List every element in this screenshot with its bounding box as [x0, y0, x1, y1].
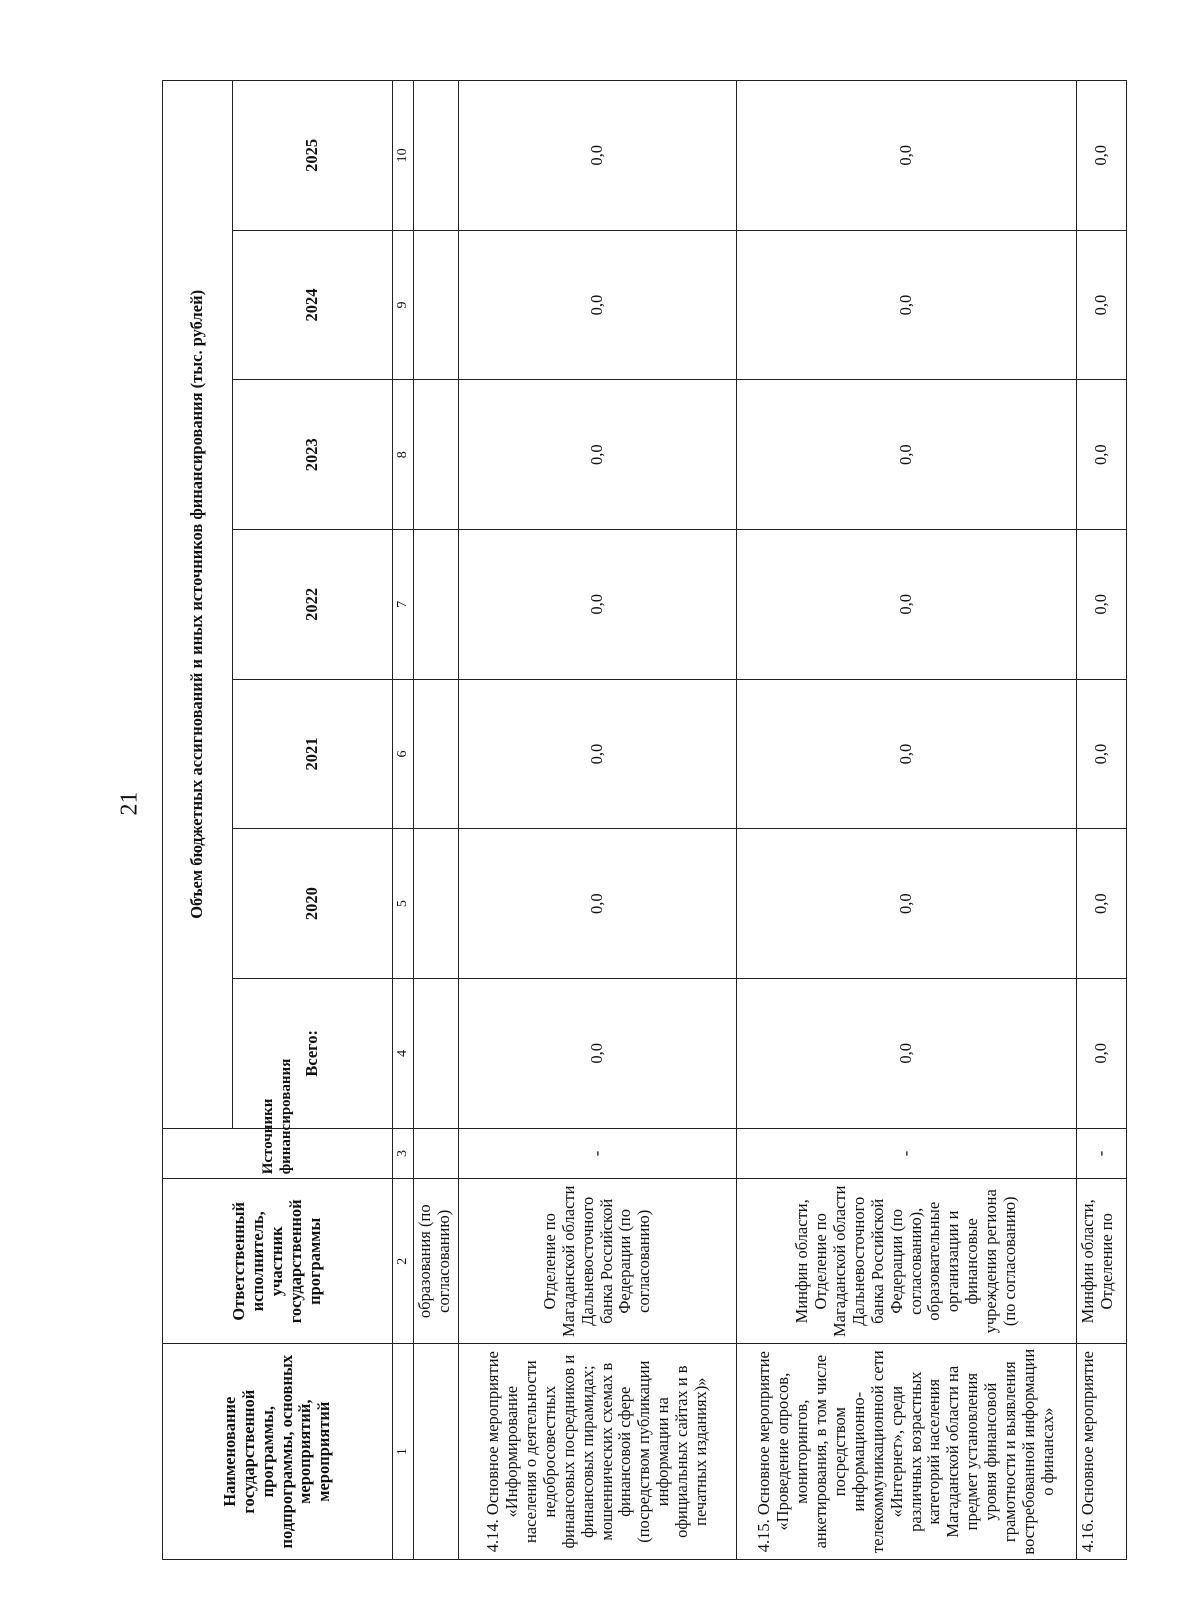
row-value: 0,0 — [459, 979, 737, 1129]
row-value: 0,0 — [1077, 829, 1127, 979]
column-number: 3 — [393, 1128, 414, 1179]
row-value: 0,0 — [1077, 230, 1127, 380]
column-number: 9 — [393, 230, 414, 380]
row-name: 4.16. Основное мероприятие — [1077, 1344, 1127, 1560]
row-value: 0,0 — [1077, 380, 1127, 530]
row-name — [414, 1344, 459, 1560]
row-executor: Минфин области, Отделение по — [1077, 1179, 1127, 1344]
header-total: Всего: — [233, 979, 393, 1129]
row-source: - — [459, 1128, 737, 1179]
row-source: - — [1077, 1128, 1127, 1179]
row-value: 0,0 — [459, 679, 737, 829]
row-value: 0,0 — [459, 230, 737, 380]
table-row — [414, 81, 459, 1560]
table-row — [1077, 81, 1127, 1560]
row-value: 0,0 — [459, 530, 737, 680]
header-year: 2023 — [233, 380, 393, 530]
row-value: 0,0 — [737, 679, 1077, 829]
row-executor: Отделение по Магаданской области Дальневосточного банка Российской Федерации (по согласованию) — [459, 1179, 737, 1344]
column-number: 7 — [393, 530, 414, 680]
column-numbers-row — [393, 81, 414, 1560]
row-value: 0,0 — [1077, 530, 1127, 680]
header-name: Наименование государственной программы, подпрограммы, основных мероприятий, мероприятий — [163, 1344, 393, 1560]
row-value: 0,0 — [737, 81, 1077, 231]
column-number: 2 — [393, 1179, 414, 1344]
row-value: 0,0 — [459, 81, 737, 231]
row-value: 0,0 — [1077, 979, 1127, 1129]
row-value — [414, 380, 459, 530]
row-value: 0,0 — [737, 230, 1077, 380]
row-value — [414, 230, 459, 380]
page-number: 21 — [116, 791, 143, 816]
row-name: 4.14. Основное мероприятие «Информирование населения о деятельности недобросовестных финансовых посредников и финансовых пирамидах; мошеннических схемах в финансовой сфере (посредством публикации информации на официальных сайтах и в печатных изданиях)» — [459, 1344, 737, 1560]
header-source: Источники финансирования — [163, 1128, 393, 1179]
row-executor: образования (по согласованию) — [414, 1179, 459, 1344]
row-source — [414, 1128, 459, 1179]
row-name: 4.15. Основное мероприятие «Проведение опросов, мониторингов, анкетирования, в том числе посредством информационно-телекоммуникационной сети «Интернет», среди различных возрастных категорий населения Магаданской области на предмет установления уровня финансовой грамотности и выявления востребованной информации о финансах» — [737, 1344, 1077, 1560]
row-value: 0,0 — [1077, 679, 1127, 829]
row-value — [414, 530, 459, 680]
column-number: 1 — [393, 1344, 414, 1560]
rotated-table-container — [162, 80, 1116, 1560]
header-year: 2021 — [233, 679, 393, 829]
row-value: 0,0 — [459, 380, 737, 530]
row-value — [414, 679, 459, 829]
header-executor: Ответственный исполнитель, участник государственной программы — [163, 1179, 393, 1344]
column-number: 10 — [393, 81, 414, 231]
row-value: 0,0 — [737, 380, 1077, 530]
header-year: 2025 — [233, 81, 393, 231]
table-row — [737, 81, 1077, 1560]
row-value: 0,0 — [737, 829, 1077, 979]
row-executor: Минфин области, Отделение по Магаданской области Дальневосточного банка Российской Федерации (по согласованию), образовательные организации и финансовые учреждения региона (по согласованию) — [737, 1179, 1077, 1344]
header-year: 2022 — [233, 530, 393, 680]
row-value: 0,0 — [1077, 81, 1127, 231]
column-number: 6 — [393, 679, 414, 829]
column-number: 4 — [393, 979, 414, 1129]
column-number: 5 — [393, 829, 414, 979]
row-value — [414, 979, 459, 1129]
header-year: 2024 — [233, 230, 393, 380]
row-value — [414, 81, 459, 231]
financing-table — [162, 80, 1127, 1560]
header-volume: Объем бюджетных ассигнований и иных источников финансирования (тыс. рублей) — [163, 81, 233, 1129]
row-source: - — [737, 1128, 1077, 1179]
column-number: 8 — [393, 380, 414, 530]
header-row-1 — [163, 81, 233, 1560]
row-value: 0,0 — [737, 530, 1077, 680]
row-value: 0,0 — [737, 979, 1077, 1129]
header-year: 2020 — [233, 829, 393, 979]
row-value — [414, 829, 459, 979]
row-value: 0,0 — [459, 829, 737, 979]
table-row — [459, 81, 737, 1560]
